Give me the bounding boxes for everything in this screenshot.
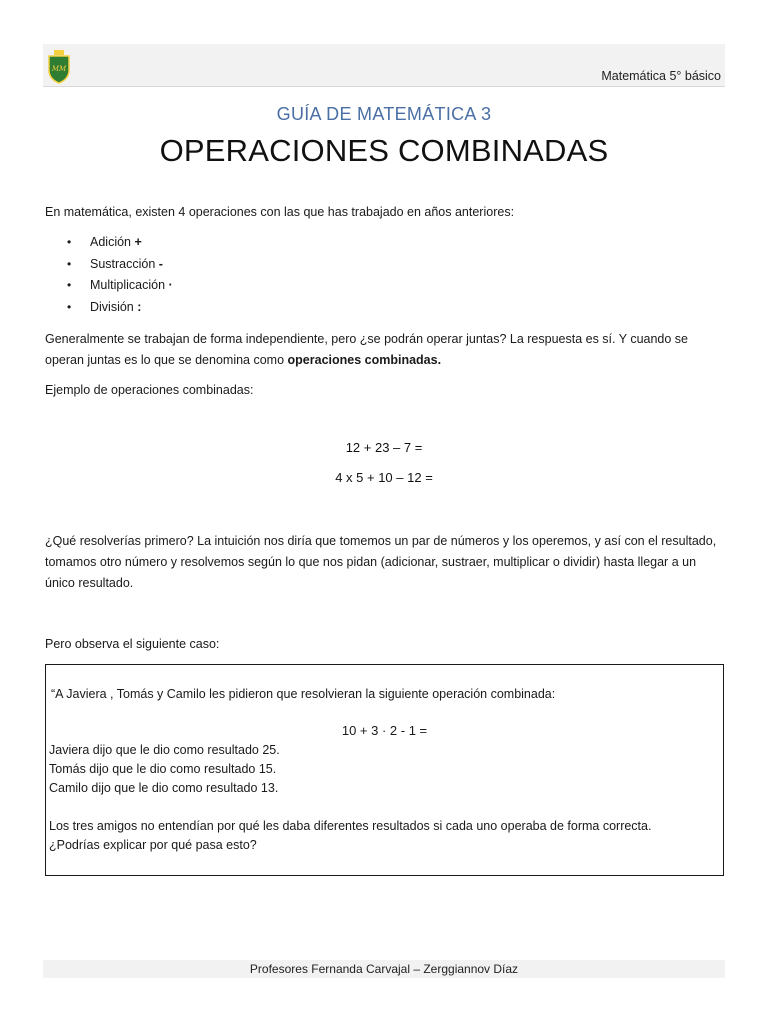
- guide-title: GUÍA DE MATEMÁTICA 3: [276, 104, 492, 124]
- answer-tomas: Tomás dijo que le dio como resultado 15.: [49, 762, 277, 776]
- bullet-icon: •: [67, 256, 72, 271]
- operation-symbol: +: [134, 235, 142, 249]
- footer: Profesores Fernanda Carvajal – Zerggiannov Díaz: [43, 960, 725, 978]
- intro-paragraph: En matemática, existen 4 operaciones con las que has trabajado en años anteriores:: [45, 205, 515, 219]
- case-question-2: ¿Podrías explicar por qué pasa esto?: [49, 838, 257, 852]
- operation-label: Multiplicación: [90, 278, 166, 292]
- list-item: [45, 275, 445, 297]
- case-intro-text: “A Javiera , Tomás y Camilo les pidieron que resolvieran la siguiente operación combinada:: [51, 687, 556, 701]
- case-question-1: Los tres amigos no entendían por qué les daba diferentes resultados si cada uno operaba de forma correcta.: [49, 819, 652, 833]
- bold-term: operaciones combinadas.: [287, 353, 442, 367]
- list-item: [45, 297, 445, 319]
- operation-label: Adición: [90, 235, 131, 249]
- answer-javiera: Javiera dijo que le dio como resultado 25.: [49, 743, 280, 757]
- bullet-icon: •: [67, 235, 72, 249]
- main-title: OPERACIONES COMBINADAS: [159, 133, 609, 168]
- operations-list: [45, 232, 445, 318]
- operation-label: División: [90, 299, 134, 314]
- answer-camilo: Camilo dijo que le dio como resultado 13.: [49, 781, 279, 795]
- bullet-icon: •: [67, 299, 72, 314]
- list-item: [45, 254, 445, 276]
- header-subject: Matemática 5° básico: [601, 69, 721, 83]
- operation-symbol: :: [137, 299, 142, 314]
- example-expression: 4 x 5 + 10 – 12 =: [335, 470, 433, 485]
- paragraph-combined-ops: [45, 329, 725, 371]
- example-label: Ejemplo de operaciones combinadas:: [45, 383, 254, 397]
- operation-symbol: ·: [168, 278, 173, 292]
- operation-symbol: -: [158, 256, 163, 271]
- bullet-icon: •: [67, 278, 72, 292]
- case-expression: 10 + 3 · 2 - 1 =: [341, 723, 428, 738]
- svg-text:MM: MM: [51, 65, 67, 73]
- case-intro: Pero observa el siguiente caso:: [45, 637, 220, 651]
- operation-label: Sustracción: [90, 256, 156, 271]
- list-item: [45, 232, 445, 254]
- paragraph-text: Generalmente se trabajan de forma independiente, pero ¿se podrán operar juntas? La respuesta es sí. Y cuando se operan juntas es lo que se denomina como: [45, 332, 689, 367]
- example-expression: 12 + 23 – 7 =: [345, 440, 423, 455]
- paragraph-intuition: ¿Qué resolverías primero? La intuición nos diría que tomemos un par de números y los operemos, y así con el resultado, tomamos otro número y resolvemos según lo que nos pidan (adicionar, sustraer, multiplicar o dividir) hasta llegar a un único resultado.: [45, 534, 717, 590]
- case-box: [45, 664, 724, 876]
- header-band: [43, 44, 725, 87]
- school-crest-logo: [47, 48, 71, 84]
